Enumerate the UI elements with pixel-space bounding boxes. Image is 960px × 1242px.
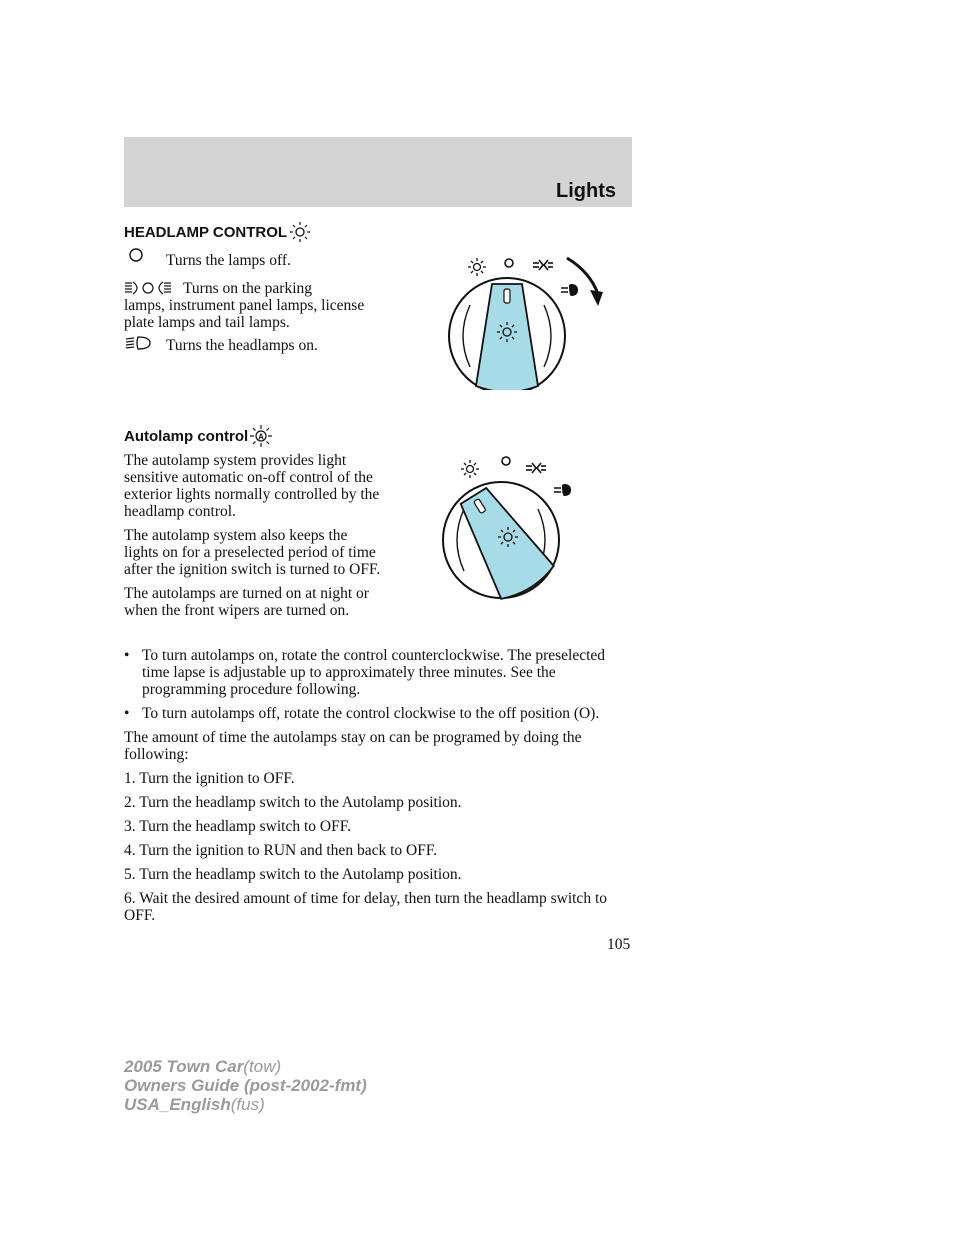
step-item: 2. Turn the headlamp switch to the Autolamp position.: [124, 794, 462, 811]
dial-parking-icon: [533, 260, 553, 270]
section-title: Lights: [556, 180, 616, 202]
autolamp-para-1: The autolamp system provides light sensitive automatic on-off control of the exterior lights normally controlled by the headlamp control.: [124, 452, 380, 520]
autolamp-body: [124, 452, 382, 619]
autolamp-icon: [250, 424, 272, 448]
autolamp-heading: [124, 424, 272, 448]
autolamp-instructions: [124, 647, 632, 924]
headlamp-heading-text: HEADLAMP CONTROL: [124, 223, 288, 241]
bullet-symbol: •: [124, 705, 130, 722]
footer-line-2: Owners Guide (post-2002-fmt): [124, 1076, 367, 1095]
step-item: 6. Wait the desired amount of time for delay, then turn the headlamp switch to OFF.: [124, 890, 607, 924]
program-intro: The amount of time the autolamps stay on can be programed by doing the following:: [124, 729, 582, 763]
section-header: [124, 137, 632, 207]
page-number: 105: [607, 936, 631, 953]
dial-off-icon: [505, 259, 513, 267]
step-item: 5. Turn the headlamp switch to the Autolamp position.: [124, 866, 462, 883]
footer-line-1: 2005 Town Car(tow): [124, 1057, 282, 1076]
off-circle-icon: [128, 247, 144, 263]
autolamp-dial-diagram: [440, 450, 620, 600]
headlamp-dial-diagram: [440, 250, 620, 390]
bullet-item: [124, 705, 632, 722]
headlamps-icon: [124, 335, 154, 351]
step-item: 1. Turn the ignition to OFF.: [124, 770, 295, 787]
autolamp-heading-text: Autolamp control: [124, 427, 249, 445]
headlamp-heading: [124, 221, 311, 243]
autolamp-para-3: The autolamps are turned on at night or when the front wipers are turned on.: [124, 585, 369, 619]
item-headlamps-text: Turns the headlamps on.: [166, 337, 318, 354]
svg-text:A: A: [258, 432, 265, 442]
dial-autolamp-icon: [468, 258, 486, 276]
step-item: 3. Turn the headlamp switch to OFF.: [124, 818, 351, 835]
bullet-symbol: •: [124, 647, 130, 664]
dial-headlamp-icon: [561, 284, 578, 296]
document-footer: [124, 1057, 367, 1114]
bullet-item: [124, 647, 632, 698]
item-off-text: Turns the lamps off.: [166, 252, 291, 269]
footer-line-3: USA_English(fus): [124, 1095, 265, 1114]
step-item: 4. Turn the ignition to RUN and then back to OFF.: [124, 842, 438, 859]
headlamp-sun-icon: [289, 221, 311, 243]
item-parking-rest: lamps, instrument panel lamps, license plate lamps and tail lamps.: [124, 297, 365, 331]
autolamp-para-2: The autolamp system also keeps the lights on for a preselected period of time after the ignition switch is turned to OFF.: [124, 527, 381, 578]
bullet-text: To turn autolamps off, rotate the control clockwise to the off position (O).: [142, 705, 600, 722]
item-parking-line1: Turns on the parking: [183, 280, 313, 297]
bullet-text: To turn autolamps on, rotate the control counterclockwise. The preselected time lapse is adjustable up to approximately three minutes. See the programming procedure following.: [142, 647, 606, 698]
parking-lamps-icon: [124, 280, 172, 296]
